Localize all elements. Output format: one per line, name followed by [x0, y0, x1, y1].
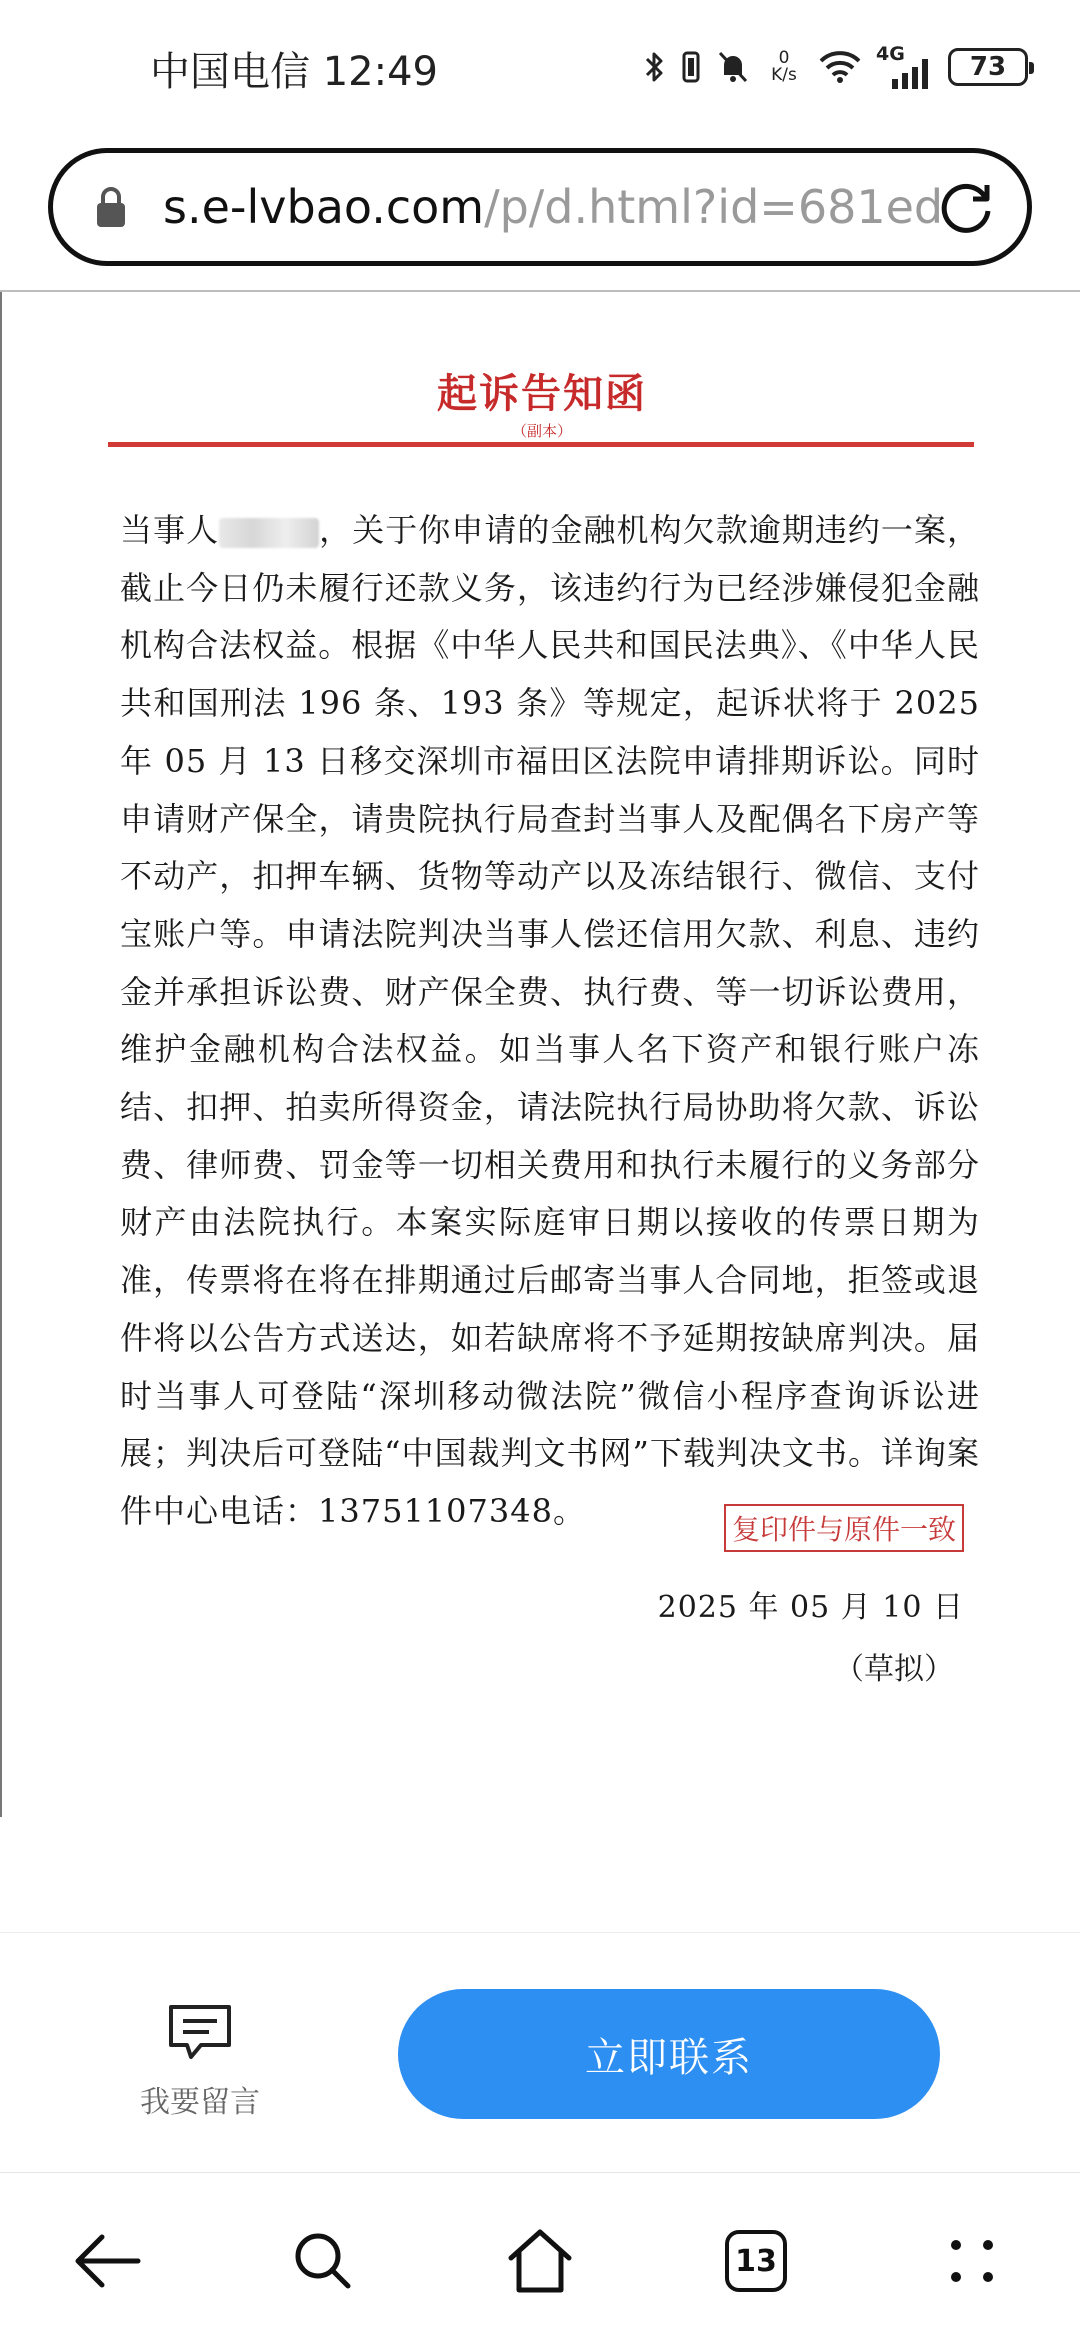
carrier-name: 中国电信 — [150, 49, 310, 95]
document-title: 起诉告知函 — [437, 370, 647, 417]
home-icon — [505, 2228, 575, 2294]
body-text: ，关于你申请的金融机构欠款逾期违约一案，截止今日仍未履行还款义务，该违约行为已经涉嫌侵犯金融机构合法权益。根据《中华人民共和国民法典》、《中华人民共和国刑法 196 条、193 条》等规定，起诉状将于 2025 年 05 月 13 日移交深圳市福田区法院申请排期诉讼。同时申请财产保全，请贵院执行局查封当事人及配偶名下房产等不动产，扣押车辆、货物等动产以及冻结银行、微信、支付宝账户等。申请法院判决当事人偿还信用欠款、利息、违约金并承担诉讼费、财产保全费、执行费、等一切诉讼费用，维护金融机构合法权益。如当事人名下资产和银行账户冻结、扣押、拍卖所得资金，请法院执行局协助将欠款、诉讼费、律师费、罚金等一切相关费用和执行未履行的义务部分财产由法院执行。本案实际庭审日期以接收的传票日期为准，传票将在将在排期通过后邮寄当事人合同地，拒签或退件将以公告方式送达，如若缺席将不予延期按缺席判决。届时当事人可登陆“深圳移动微法院”微信小程序查询诉讼进展；判决后可登陆“中国裁判文书网”下载判决文书。详询案件中心电话：13751107348。 — [120, 511, 980, 1530]
net-speed-unit: K/s — [771, 65, 797, 85]
message-icon — [165, 2003, 235, 2063]
status-carrier-time — [150, 40, 438, 97]
document-date: 2025 年 05 月 10 日 — [657, 1590, 964, 1625]
contact-now-button[interactable]: 立即联系 — [398, 1989, 940, 2119]
cellular-signal — [876, 45, 934, 89]
leave-message-button[interactable] — [130, 2003, 270, 2121]
url-text[interactable] — [163, 177, 943, 237]
search-icon — [290, 2228, 356, 2294]
draft-note: （草拟） — [834, 1652, 954, 1687]
document-image — [0, 292, 1080, 1817]
party-prefix: 当事人 — [120, 511, 220, 549]
title-rule — [108, 442, 974, 447]
mute-bell-icon — [716, 49, 750, 85]
lock-icon[interactable] — [95, 185, 127, 233]
status-icons — [644, 42, 1028, 92]
net-speed — [764, 50, 804, 84]
battery-level: 73 — [969, 52, 1007, 82]
back-button[interactable] — [68, 2221, 148, 2301]
search-button[interactable] — [283, 2221, 363, 2301]
more-menu-button[interactable] — [932, 2221, 1012, 2301]
signal-bars-icon — [890, 59, 934, 89]
battery-indicator — [948, 48, 1028, 86]
url-path: /p/d.html?id=681ed — [484, 180, 943, 234]
vibrate-icon — [680, 49, 702, 85]
status-bar — [0, 0, 1080, 130]
clock: 12:49 — [322, 49, 438, 95]
url-host: s.e-lvbao.com — [163, 180, 485, 234]
tabs-button[interactable] — [716, 2221, 796, 2301]
tab-count: 13 — [725, 2230, 787, 2292]
copy-stamp: 复印件与原件一致 — [724, 1504, 964, 1552]
action-bar — [0, 1932, 1080, 2172]
home-button[interactable] — [500, 2221, 580, 2301]
more-dots-icon — [944, 2233, 1000, 2289]
back-arrow-icon — [72, 2231, 144, 2291]
address-bar[interactable] — [48, 148, 1032, 266]
redacted-name — [219, 518, 319, 548]
reload-icon[interactable] — [933, 175, 999, 245]
document-body — [120, 502, 980, 1541]
browser-nav-bar — [0, 2172, 1080, 2340]
document-subtitle: （副本） — [511, 422, 572, 440]
leave-message-label: 我要留言 — [140, 2085, 260, 2120]
net-speed-value: 0 — [778, 48, 790, 68]
network-type: 4G — [876, 43, 905, 65]
wifi-icon — [818, 49, 862, 85]
bluetooth-icon — [644, 49, 666, 85]
